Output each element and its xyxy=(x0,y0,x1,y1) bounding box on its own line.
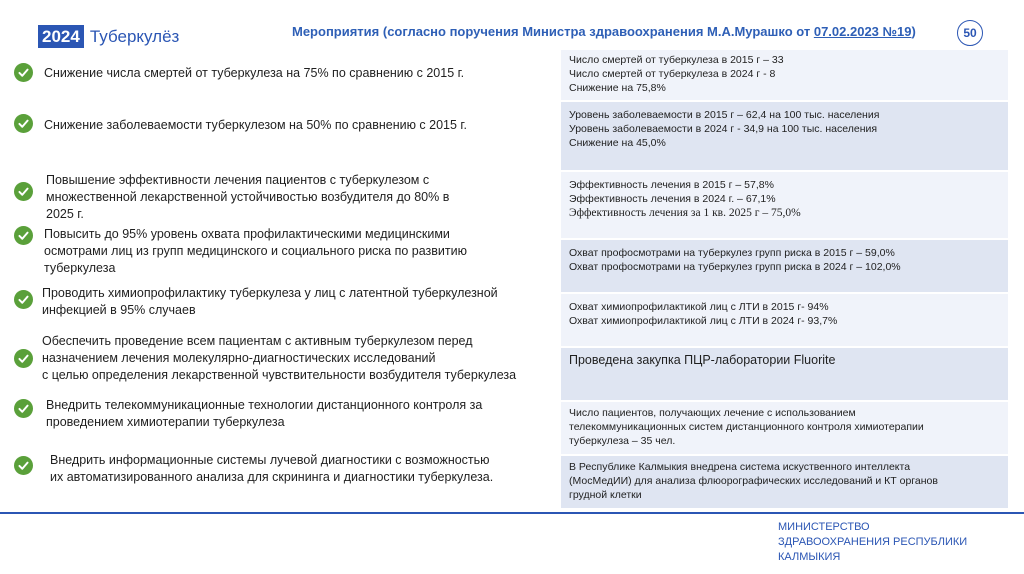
result-line: телекоммуникационных систем дистанционного контроля химиотерапии xyxy=(569,421,924,433)
page-title xyxy=(292,24,916,39)
title-prefix: Мероприятия (согласно поручения Министра здравоохранения М.А.Мурашко от xyxy=(292,24,814,39)
measure-line: их автоматизированного анализа для скрининга и диагностики туберкулеза. xyxy=(50,470,494,484)
check-icon xyxy=(14,63,33,82)
measure-item xyxy=(44,226,467,277)
measure-item xyxy=(44,65,464,82)
measure-line: Снижение заболеваемости туберкулезом на 50% по сравнению с 2015 г. xyxy=(44,118,467,132)
measure-item xyxy=(46,397,482,431)
measure-line: назначением лечения молекулярно-диагностических исследований xyxy=(42,351,436,365)
measure-line: Повысить до 95% уровень охвата профилактическими медицинскими xyxy=(44,227,450,241)
result-box xyxy=(561,348,1008,400)
measure-line: Снижение числа смертей от туберкулеза на 75% по сравнению с 2015 г. xyxy=(44,66,465,80)
result-line: Число смертей от туберкулеза в 2024 г - 8 xyxy=(569,68,776,80)
title-suffix: ) xyxy=(911,24,916,39)
page-number-badge: 50 xyxy=(957,20,983,46)
section-title: Туберкулёз xyxy=(89,26,180,46)
measure-line: 2025 г. xyxy=(46,207,84,221)
result-box xyxy=(561,402,1008,454)
result-box xyxy=(561,50,1008,100)
measure-line: осмотрами лиц из групп медицинского и социального риска по развитию xyxy=(44,244,467,258)
footer-line: КАЛМЫКИЯ xyxy=(778,551,841,563)
footer-line: ЗДРАВООХРАНЕНИЯ РЕСПУБЛИКИ xyxy=(778,536,968,548)
header-logo xyxy=(38,25,179,48)
result-line: (МосМедИИ) для анализа флюорографических исследований и КТ органов xyxy=(569,475,938,487)
measure-item xyxy=(42,333,516,384)
result-box xyxy=(561,456,1008,508)
check-icon xyxy=(14,399,33,418)
check-icon xyxy=(14,456,33,475)
result-line: Эффективность лечения в 2015 г – 57,8% xyxy=(569,179,774,191)
result-line: Охват химиопрофилактикой лиц с ЛТИ в 2015 г- 94% xyxy=(569,301,829,313)
result-line: Эффективность лечения в 2024 г. – 67,1% xyxy=(569,193,776,205)
result-box xyxy=(561,102,1008,170)
result-line: Охват профосмотрами на туберкулез групп риска в 2024 г – 102,0% xyxy=(569,261,901,273)
result-line: Проведена закупка ПЦР-лаборатории Fluorite xyxy=(569,353,836,367)
result-line: грудной клетки xyxy=(569,489,642,501)
footer-divider xyxy=(0,512,1024,514)
measure-line: Проводить химиопрофилактику туберкулеза у лиц с латентной туберкулезной xyxy=(42,286,498,300)
measure-line: Внедрить информационные системы лучевой диагностики с возможностью xyxy=(50,453,490,467)
measure-item xyxy=(46,172,449,223)
check-icon xyxy=(14,114,33,133)
check-icon xyxy=(14,226,33,245)
measure-line: проведением химиотерапии туберкулеза xyxy=(46,415,285,429)
year-badge: 2024 xyxy=(38,25,84,48)
measure-line: множественной лекарственной устойчивостью возбудителя до 80% в xyxy=(46,190,450,204)
result-line: Уровень заболеваемости в 2024 г - 34,9 на 100 тыс. населения xyxy=(569,123,878,135)
check-icon xyxy=(14,182,33,201)
footer-line: МИНИСТЕРСТВО xyxy=(778,521,870,533)
result-line: Охват химиопрофилактикой лиц с ЛТИ в 2024 г- 93,7% xyxy=(569,315,838,327)
result-line: В Республике Калмыкия внедрена система искуственного интеллекта xyxy=(569,461,911,473)
result-line: Снижение на 45,0% xyxy=(569,137,666,149)
measure-line: туберкулеза xyxy=(44,261,116,275)
result-line: Число смертей от туберкулеза в 2015 г – 33 xyxy=(569,54,784,66)
result-box xyxy=(561,240,1008,292)
check-icon xyxy=(14,290,33,309)
result-line: Число пациентов, получающих лечение с использованием xyxy=(569,407,856,419)
title-date: 07.02.2023 №19 xyxy=(813,24,912,39)
measure-item xyxy=(42,285,498,319)
measure-line: инфекцией в 95% случаев xyxy=(42,303,196,317)
check-icon xyxy=(14,349,33,368)
ministry-footer xyxy=(778,520,967,565)
result-box xyxy=(561,172,1008,238)
measure-line: Внедрить телекоммуникационные технологии дистанционного контроля за xyxy=(46,398,483,412)
result-line: Эффективность лечения за 1 кв. 2025 г – 75,0% xyxy=(569,207,801,219)
measure-item xyxy=(44,117,467,134)
result-line: Снижение на 75,8% xyxy=(569,82,666,94)
measure-item xyxy=(50,452,493,486)
result-box xyxy=(561,294,1008,346)
result-line: Охват профосмотрами на туберкулез групп риска в 2015 г – 59,0% xyxy=(569,247,895,259)
measure-line: Повышение эффективности лечения пациентов с туберкулезом с xyxy=(46,173,430,187)
results-panel xyxy=(561,50,1008,508)
result-line: туберкулеза – 35 чел. xyxy=(569,435,676,447)
measure-line: Обеспечить проведение всем пациентам с активным туберкулезом перед xyxy=(42,334,473,348)
result-line: Уровень заболеваемости в 2015 г – 62,4 на 100 тыс. населения xyxy=(569,109,880,121)
measure-line: с целью определения лекарственной чувствительности возбудителя туберкулеза xyxy=(42,368,517,382)
